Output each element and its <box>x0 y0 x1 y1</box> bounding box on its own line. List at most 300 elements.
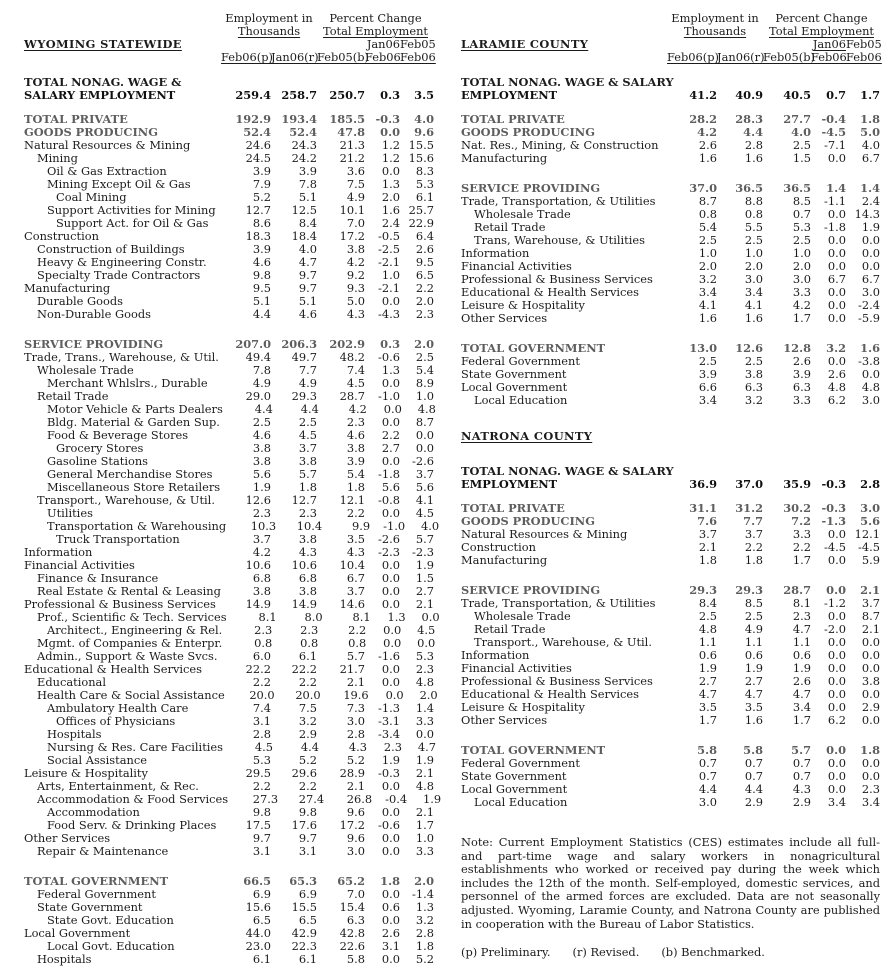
value-cell: 4.1 <box>698 298 717 312</box>
value-cell: 2.6 <box>792 354 811 368</box>
value-cell: 3.8 <box>744 367 763 381</box>
value-cell: 5.0 <box>860 125 880 139</box>
value-cell: 0.8 <box>254 636 273 650</box>
value-cell: 7.0 <box>346 887 365 901</box>
value-cell: 7.4 <box>346 363 365 377</box>
value-cell: -4.5 <box>821 125 846 139</box>
value-cell: 7.7 <box>298 363 317 377</box>
value-cell: 2.1 <box>860 583 880 597</box>
value-cell: 15.5 <box>408 138 434 152</box>
value-cell: 1.0 <box>415 389 434 403</box>
value-cell: 0.0 <box>861 635 880 649</box>
value-cell: 6.3 <box>744 380 763 394</box>
value-cell: 0.0 <box>383 623 402 637</box>
value-cell: 4.7 <box>792 622 811 636</box>
value-cell: 6.8 <box>252 571 271 585</box>
value-cell: 42.8 <box>339 926 365 940</box>
value-cell: 27.3 <box>252 792 279 806</box>
value-cell: 4.5 <box>298 428 317 442</box>
value-cell: 3.2 <box>744 393 763 407</box>
row-label: State Government <box>461 367 567 381</box>
row-label: Natural Resources & Mining <box>461 527 628 541</box>
column-header: Feb06 <box>811 50 847 64</box>
value-cell: 1.3 <box>381 177 400 191</box>
value-cell: 4.6 <box>252 255 271 269</box>
value-cell: 9.6 <box>346 831 365 845</box>
value-cell: 4.9 <box>298 376 317 390</box>
value-cell: 1.6 <box>744 713 763 727</box>
value-cell: 4.7 <box>744 687 763 701</box>
value-cell: 2.5 <box>744 354 763 368</box>
value-cell: 4.8 <box>417 402 436 416</box>
value-cell: 28.7 <box>783 583 811 597</box>
value-cell: 2.5 <box>744 233 763 247</box>
value-cell: 2.2 <box>381 428 400 442</box>
table-row <box>461 554 880 567</box>
row-spacer <box>461 727 880 744</box>
row-label: Retail Trade <box>474 622 546 636</box>
value-cell: 2.6 <box>792 674 811 688</box>
value-cell: -1.8 <box>378 467 400 481</box>
value-cell: 4.7 <box>417 740 436 754</box>
total-label-line2: EMPLOYMENT <box>461 88 558 102</box>
value-cell: 2.0 <box>414 874 434 888</box>
table-row <box>24 845 434 858</box>
value-cell: 8.6 <box>252 216 271 230</box>
value-cell: 4.0 <box>414 112 434 126</box>
value-cell: 65.2 <box>337 874 365 888</box>
value-cell: -0.3 <box>378 766 400 780</box>
value-cell: 1.7 <box>415 818 434 832</box>
column-header: Jan06(r) <box>717 50 765 64</box>
value-cell: 206.3 <box>281 337 317 351</box>
value-cell: 29.3 <box>735 583 763 597</box>
column-header: Feb06 <box>365 50 401 64</box>
value-cell: 4.6 <box>346 428 365 442</box>
value-cell: 0.0 <box>381 805 400 819</box>
value-cell: 4.4 <box>743 125 763 139</box>
value-cell: 7.8 <box>298 177 317 191</box>
table-row <box>24 139 434 152</box>
value-cell: 2.6 <box>381 926 400 940</box>
percent-change-label: Percent Change <box>329 11 422 25</box>
row-label: Transportation & Warehousing <box>47 519 227 533</box>
value-cell: -2.0 <box>824 622 846 636</box>
value-cell: 0.0 <box>827 648 846 662</box>
value-cell: 15.5 <box>291 900 317 914</box>
value-cell: 28.7 <box>339 389 365 403</box>
value-cell: 4.7 <box>298 255 317 269</box>
row-label: Retail Trade <box>474 220 546 234</box>
value-cell: 258.7 <box>281 88 317 102</box>
value-cell: 5.4 <box>415 363 434 377</box>
value-cell: 4.2 <box>348 402 367 416</box>
jan06-label: Jan06 <box>366 37 400 51</box>
value-cell: 14.9 <box>245 597 271 611</box>
row-label: Trade, Transportation, & Utilities <box>461 194 656 208</box>
value-cell: 4.7 <box>698 687 717 701</box>
row-label: TOTAL GOVERNMENT <box>461 743 606 757</box>
table-row <box>461 796 880 809</box>
row-label: Financial Activities <box>461 259 572 273</box>
value-cell: 1.6 <box>860 341 880 355</box>
value-cell: -0.5 <box>378 229 400 243</box>
total-label-line1: TOTAL NONAG. WAGE & <box>24 75 182 89</box>
value-cell: -1.3 <box>378 701 400 715</box>
value-cell: 24.6 <box>245 138 271 152</box>
value-cell: -2.6 <box>412 454 434 468</box>
value-cell: 2.9 <box>861 700 880 714</box>
value-cell: 4.8 <box>827 380 846 394</box>
value-cell: 4.9 <box>346 190 365 204</box>
wyoming-column <box>24 11 442 966</box>
value-cell: 6.1 <box>415 190 434 204</box>
value-cell: 2.1 <box>861 622 880 636</box>
value-cell: 5.3 <box>415 177 434 191</box>
row-label: Educational & Health Services <box>461 285 640 299</box>
row-label: Trade, Transportation, & Utilities <box>461 596 656 610</box>
value-cell: 3.0 <box>744 272 763 286</box>
row-label: GOODS PRODUCING <box>24 125 158 139</box>
value-cell: 5.1 <box>298 190 317 204</box>
value-cell: 8.0 <box>304 610 323 624</box>
value-cell: 2.6 <box>698 138 717 152</box>
value-cell: 2.7 <box>415 584 434 598</box>
column-header: Feb05(b) <box>317 50 369 64</box>
value-cell: 3.8 <box>252 584 271 598</box>
row-label: Accommodation <box>47 805 140 819</box>
value-cell: 5.9 <box>861 553 880 567</box>
value-cell: 3.7 <box>744 527 763 541</box>
value-cell: -2.6 <box>378 532 400 546</box>
value-cell: 41.2 <box>689 88 717 102</box>
feb05-label: Feb05 <box>400 37 436 51</box>
value-cell: 6.5 <box>252 913 271 927</box>
value-cell: 0.0 <box>861 769 880 783</box>
table-row <box>24 953 434 966</box>
value-cell: 1.9 <box>698 661 717 675</box>
value-cell: 21.3 <box>339 138 365 152</box>
value-cell: 14.9 <box>291 597 317 611</box>
value-cell: -1.8 <box>824 220 846 234</box>
value-cell: 0.0 <box>826 743 846 757</box>
value-cell: -0.4 <box>385 792 408 806</box>
value-cell: 7.3 <box>346 701 365 715</box>
value-cell: 0.0 <box>381 952 400 966</box>
value-cell: 15.6 <box>245 900 271 914</box>
value-cell: -1.6 <box>378 649 400 663</box>
value-cell: 0.0 <box>827 674 846 688</box>
column-headers <box>461 12 880 64</box>
value-cell: 0.0 <box>827 354 846 368</box>
total-label-line2: EMPLOYMENT <box>461 477 558 491</box>
row-label: Arts, Entertainment, & Rec. <box>37 779 199 793</box>
value-cell: 3.5 <box>414 88 434 102</box>
value-cell: 29.6 <box>291 766 317 780</box>
value-cell: 4.4 <box>252 307 271 321</box>
value-cell: 0.0 <box>381 558 400 572</box>
value-cell: 2.2 <box>252 675 271 689</box>
value-cell: 1.8 <box>860 743 880 757</box>
value-cell: -1.2 <box>824 596 846 610</box>
value-cell: 8.9 <box>415 376 434 390</box>
value-cell: 2.7 <box>381 441 400 455</box>
value-cell: 5.4 <box>698 220 717 234</box>
value-cell: 0.0 <box>381 662 400 676</box>
value-cell: 4.3 <box>792 782 811 796</box>
row-label: Manufacturing <box>461 151 548 165</box>
row-label: Leisure & Hospitality <box>24 766 148 780</box>
value-cell: 9.7 <box>252 831 271 845</box>
row-label: Other Services <box>24 831 111 845</box>
value-cell: 2.8 <box>252 727 271 741</box>
value-cell: 1.7 <box>792 713 811 727</box>
value-cell: 0.0 <box>385 688 404 702</box>
value-cell: 5.3 <box>252 753 271 767</box>
value-cell: 4.6 <box>298 307 317 321</box>
value-cell: 3.7 <box>252 532 271 546</box>
value-cell: 0.7 <box>698 769 717 783</box>
value-cell: 1.7 <box>792 311 811 325</box>
value-cell: 2.2 <box>298 675 317 689</box>
value-cell: 37.0 <box>689 181 717 195</box>
table-row <box>461 89 880 102</box>
value-cell: 1.0 <box>415 831 434 845</box>
thousands-label: Thousands <box>237 24 301 38</box>
row-label: Hospitals <box>47 727 102 741</box>
value-cell: 0.0 <box>381 913 400 927</box>
value-cell: 1.6 <box>698 151 717 165</box>
row-label: Architect., Engineering & Rel. <box>47 623 223 637</box>
value-cell: 0.0 <box>827 687 846 701</box>
value-cell: 6.1 <box>252 952 271 966</box>
value-cell: 3.8 <box>252 441 271 455</box>
value-cell: -0.6 <box>378 818 400 832</box>
value-cell: 2.1 <box>346 675 365 689</box>
value-cell: 5.6 <box>415 480 434 494</box>
value-cell: 1.8 <box>415 939 434 953</box>
value-cell: 29.0 <box>245 389 271 403</box>
value-cell: 24.5 <box>245 151 271 165</box>
value-cell: 0.0 <box>827 553 846 567</box>
value-cell: 0.0 <box>861 713 880 727</box>
value-cell: 6.0 <box>252 649 271 663</box>
value-cell: 15.4 <box>339 900 365 914</box>
row-label: Support Activities for Mining <box>47 203 216 217</box>
value-cell: 18.3 <box>245 229 271 243</box>
table-row <box>461 394 880 407</box>
value-cell: 52.4 <box>289 125 317 139</box>
value-cell: 20.0 <box>295 688 321 702</box>
row-label: Information <box>461 648 530 662</box>
value-cell: 2.2 <box>792 540 811 554</box>
value-cell: 0.0 <box>861 367 880 381</box>
value-cell: 3.2 <box>298 714 317 728</box>
value-cell: 12.7 <box>245 203 271 217</box>
value-cell: 0.0 <box>381 294 400 308</box>
value-cell: -2.5 <box>378 242 400 256</box>
value-cell: 8.3 <box>415 164 434 178</box>
value-cell: 1.6 <box>744 151 763 165</box>
value-cell: 2.2 <box>346 506 365 520</box>
value-cell: 6.5 <box>415 268 434 282</box>
value-cell: 6.7 <box>861 151 880 165</box>
value-cell: 1.1 <box>744 635 763 649</box>
value-cell: -1.4 <box>412 887 434 901</box>
value-cell: 3.7 <box>861 596 880 610</box>
value-cell: 12.6 <box>735 341 763 355</box>
value-cell: 1.1 <box>698 635 717 649</box>
value-cell: 2.3 <box>383 740 402 754</box>
total-employment-label: Total Employment <box>768 24 874 38</box>
value-cell: 5.1 <box>252 294 271 308</box>
value-cell: 8.4 <box>698 596 717 610</box>
value-cell: 0.7 <box>792 769 811 783</box>
row-label: Manufacturing <box>461 553 548 567</box>
value-cell: 4.9 <box>744 622 763 636</box>
value-cell: 25.7 <box>408 203 434 217</box>
value-cell: 9.7 <box>298 831 317 845</box>
column-header: Feb06 <box>400 50 436 64</box>
value-cell: 185.5 <box>329 112 365 126</box>
value-cell: 5.7 <box>346 649 365 663</box>
value-cell: 4.9 <box>252 376 271 390</box>
value-cell: 4.8 <box>861 380 880 394</box>
value-cell: 0.0 <box>827 259 846 273</box>
value-cell: 0.6 <box>792 648 811 662</box>
value-cell: -7.1 <box>824 138 846 152</box>
value-cell: 1.4 <box>826 181 846 195</box>
value-cell: 4.8 <box>698 622 717 636</box>
value-cell: 0.0 <box>381 675 400 689</box>
value-cell: 2.1 <box>415 805 434 819</box>
value-cell: 0.0 <box>827 756 846 770</box>
value-cell: 2.2 <box>415 281 434 295</box>
value-cell: 12.6 <box>245 493 271 507</box>
value-cell: 1.0 <box>792 246 811 260</box>
value-cell: 1.9 <box>861 220 880 234</box>
value-cell: 4.3 <box>298 545 317 559</box>
row-label: Prof., Scientific & Tech. Services <box>37 610 227 624</box>
value-cell: 0.0 <box>827 285 846 299</box>
value-cell: 6.8 <box>298 571 317 585</box>
value-cell: 4.3 <box>348 740 367 754</box>
value-cell: 2.2 <box>744 540 763 554</box>
value-cell: 4.2 <box>252 545 271 559</box>
value-cell: 2.2 <box>252 779 271 793</box>
value-cell: 2.9 <box>744 795 763 809</box>
value-cell: 10.3 <box>250 519 277 533</box>
value-cell: 13.0 <box>689 341 717 355</box>
value-cell: 6.5 <box>298 913 317 927</box>
value-cell: 1.2 <box>381 138 400 152</box>
value-cell: 2.5 <box>252 415 271 429</box>
value-cell: 1.9 <box>792 661 811 675</box>
value-cell: 9.9 <box>352 519 371 533</box>
value-cell: 31.2 <box>735 501 763 515</box>
value-cell: 1.5 <box>792 151 811 165</box>
value-cell: 0.0 <box>827 700 846 714</box>
value-cell: 35.9 <box>783 477 811 491</box>
value-cell: 3.5 <box>346 532 365 546</box>
value-cell: 3.9 <box>252 242 271 256</box>
column-header: Jan06(r) <box>271 50 319 64</box>
row-label: Mining <box>37 151 78 165</box>
value-cell: 29.5 <box>245 766 271 780</box>
row-label: Professional & Business Services <box>24 597 216 611</box>
employment-in-label: Employment in <box>225 11 313 25</box>
row-label: Construction <box>24 229 99 243</box>
value-cell: 4.4 <box>300 740 319 754</box>
value-cell: 5.3 <box>792 220 811 234</box>
value-cell: 0.0 <box>861 687 880 701</box>
value-cell: 3.3 <box>792 527 811 541</box>
value-cell: 1.8 <box>698 553 717 567</box>
value-cell: 4.0 <box>421 519 440 533</box>
value-cell: 36.5 <box>735 181 763 195</box>
value-cell: 1.0 <box>744 246 763 260</box>
value-cell: 6.3 <box>346 913 365 927</box>
value-cell: 0.0 <box>381 831 400 845</box>
row-label: SERVICE PROVIDING <box>461 181 601 195</box>
value-cell: 250.7 <box>329 88 365 102</box>
value-cell: 3.7 <box>415 467 434 481</box>
value-cell: -0.8 <box>378 493 400 507</box>
value-cell: 1.5 <box>415 571 434 585</box>
value-cell: 17.2 <box>339 229 365 243</box>
total-employment-label: Total Employment <box>322 24 428 38</box>
row-label: Health Care & Social Assistance <box>37 688 225 702</box>
value-cell: 36.5 <box>783 181 811 195</box>
value-cell: -3.1 <box>378 714 400 728</box>
value-cell: 0.0 <box>421 610 440 624</box>
value-cell: 2.0 <box>414 337 434 351</box>
value-cell: 4.1 <box>744 298 763 312</box>
value-cell: 3.2 <box>415 913 434 927</box>
value-cell: 8.8 <box>744 194 763 208</box>
value-cell: 4.1 <box>415 493 434 507</box>
value-cell: 4.4 <box>744 782 763 796</box>
value-cell: 22.3 <box>291 939 317 953</box>
value-cell: 1.8 <box>298 480 317 494</box>
feb05-label: Feb05 <box>846 37 882 51</box>
value-cell: 6.7 <box>346 571 365 585</box>
value-cell: 3.3 <box>792 285 811 299</box>
value-cell: 5.6 <box>381 480 400 494</box>
value-cell: 2.0 <box>792 259 811 273</box>
value-cell: 2.5 <box>298 415 317 429</box>
section-gap <box>461 443 880 465</box>
row-label: Hospitals <box>37 952 92 966</box>
value-cell: 12.1 <box>854 527 880 541</box>
value-cell: 0.0 <box>827 635 846 649</box>
value-cell: 0.7 <box>698 756 717 770</box>
value-cell: 1.9 <box>381 753 400 767</box>
value-cell: 0.0 <box>827 527 846 541</box>
value-cell: 1.0 <box>698 246 717 260</box>
value-cell: 5.4 <box>346 467 365 481</box>
value-cell: 2.3 <box>252 506 271 520</box>
value-cell: 4.0 <box>861 138 880 152</box>
column-header: Feb06(p) <box>221 50 273 64</box>
value-cell: 3.8 <box>346 441 365 455</box>
column-headers <box>24 12 434 64</box>
value-cell: 8.1 <box>792 596 811 610</box>
row-label: Wholesale Trade <box>474 207 571 221</box>
value-cell: 2.4 <box>861 194 880 208</box>
value-cell: 3.0 <box>346 714 365 728</box>
value-cell: 3.8 <box>298 584 317 598</box>
